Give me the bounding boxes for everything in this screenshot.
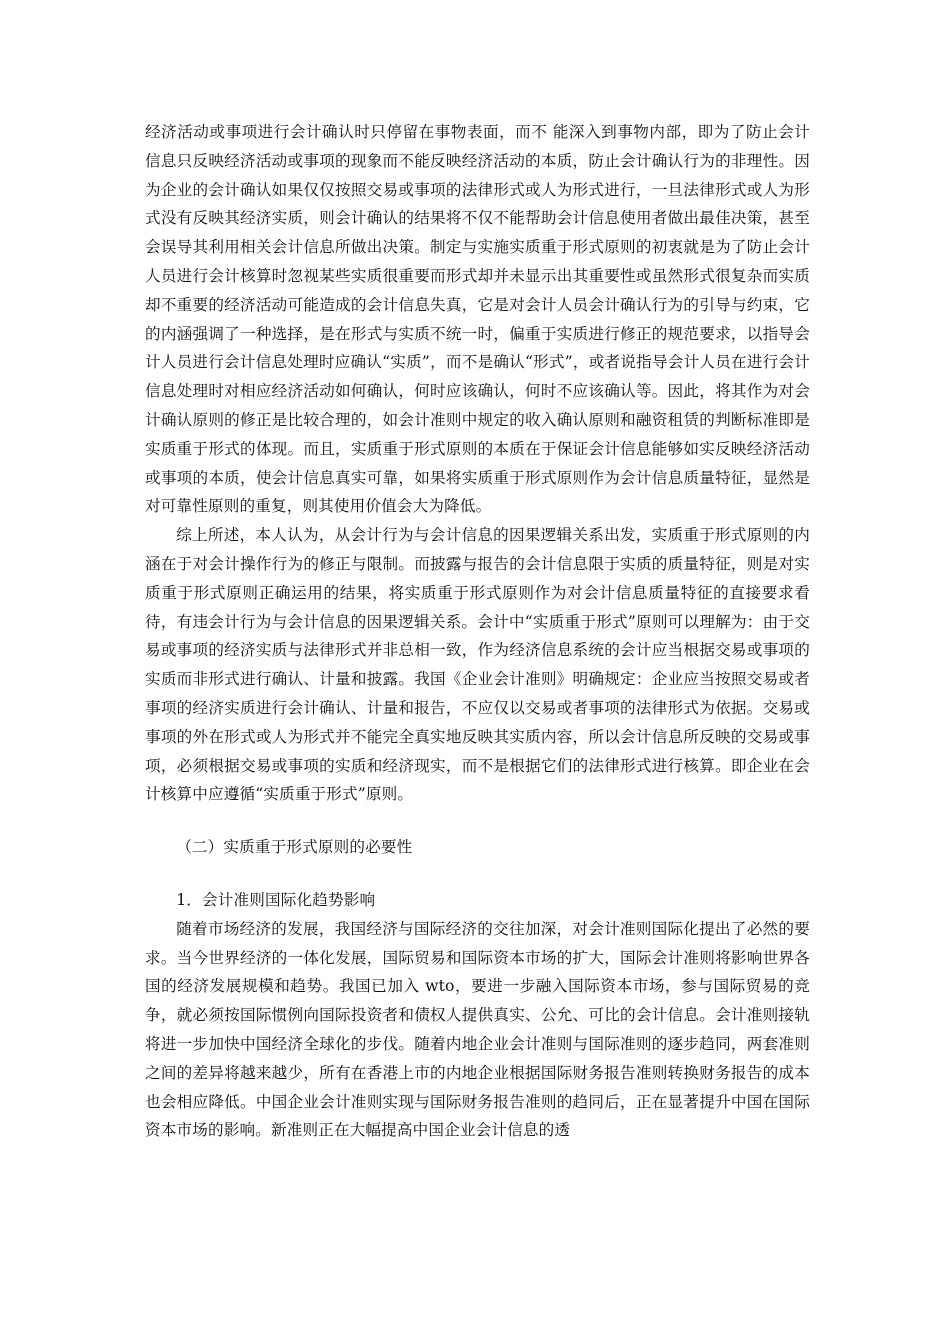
body-paragraph-2: 综上所述，本人认为，从会计行为与会计信息的因果逻辑关系出发，实质重于形式原则的内涵在于对会计操作行为的修正与限制。而披露与报告的会计信息限于实质的质量特征，则是对实质重于形式原则正确运用的结果，将实质重于形式原则作为对会计信息质量特征的直接要求看待，有违会计行为与会计信息的因果逻辑关系。会计中“实质重于形式”原则可以理解为：由于交易或事项的经济实质与法律形式并非总相一致，作为经济信息系统的会计应当根据交易或事项的实质而非形式进行确认、计量和披露。我国《企业会计准则》明确规定：企业应当按照交易或者事项的经济实质进行会计确认、计量和报告，不应仅以交易或者事项的法律形式为依据。交易或事项的外在形式或人为形式并不能完全真实地反映其实质内容，所以会计信息所反映的交易或事项，必须根据交易或事项的实质和经济现实，而不是根据它们的法律形式进行核算。即企业在会计核算中应遵循“实质重于形式”原则。: [145, 526, 810, 804]
subsection-heading: 1．会计准则国际化趋势影响: [176, 890, 376, 909]
document-body: [145, 118, 810, 1145]
body-paragraph-3: 随着市场经济的发展，我国经济与国际经济的交往加深，对会计准则国际化提出了必然的要求。当今世界经济的一体化发展，国际贸易和国际资本市场的扩大，国际会计准则将影响世界各国的经济发展规模和趋势。我国已加入 wto，要进一步融入国际资本市场，参与国际贸易的竞争，就必须按国际惯例向国际投资者和债权人提供真实、公允、可比的会计信息。会计准则接轨将进一步加快中国经济全球化的步伐。随着内地企业会计准则与国际准则的逐步趋同，两套准则之间的差异将越来越少，所有在香港上市的内地企业根据国际财务报告准则转换财务报告的成本也会相应降低。中国企业会计准则实现与国际财务报告准则的趋同后，正在显著提升中国在国际资本市场的影响。新准则正在大幅提高中国企业会计信息的透: [145, 919, 810, 1140]
body-paragraph-1: 经济活动或事项进行会计确认时只停留在事物表面，而不 能深入到事物内部，即为了防止会计信息只反映经济活动或事项的现象而不能反映经济活动的本质，防止会计确认行为的非理性。因为企业的会计确认如果仅仅按照交易或事项的法律形式或人为形式进行，一旦法律形式或人为形式没有反映其经济实质，则会计确认的结果将不仅不能帮助会计信息使用者做出最佳决策，甚至会误导其利用相关会计信息所做出决策。制定与实施实质重于形式原则的初衷就是为了防止会计人员进行会计核算时忽视某些实质很重要而形式却并未显示出其重要性或虽然形式很复杂而实质却不重要的经济活动可能造成的会计信息失真，它是对会计人员会计确认行为的引导与约束，它的内涵强调了一种选择，是在形式与实质不统一时，偏重于实质进行修正的规范要求，以指导会计人员进行会计信息处理时应确认“实质”，而不是确认“形式”，或者说指导会计人员在进行会计信息处理时对相应经济活动如何确认，何时应该确认，何时不应该确认等。因此，将其作为对会计确认原则的修正是比较合理的，如会计准则中规定的收入确认原则和融资租赁的判断标准即是实质重于形式的体现。而且，实质重于形式原则的本质在于保证会计信息能够如实反映经济活动或事项的本质，使会计信息真实可靠，如果将实质重于形式原则作为会计信息质量特征，显然是对可靠性原则的重复，则其使用价值会大为降低。: [145, 123, 810, 516]
section-heading: （二）实质重于形式原则的必要性: [176, 838, 413, 857]
